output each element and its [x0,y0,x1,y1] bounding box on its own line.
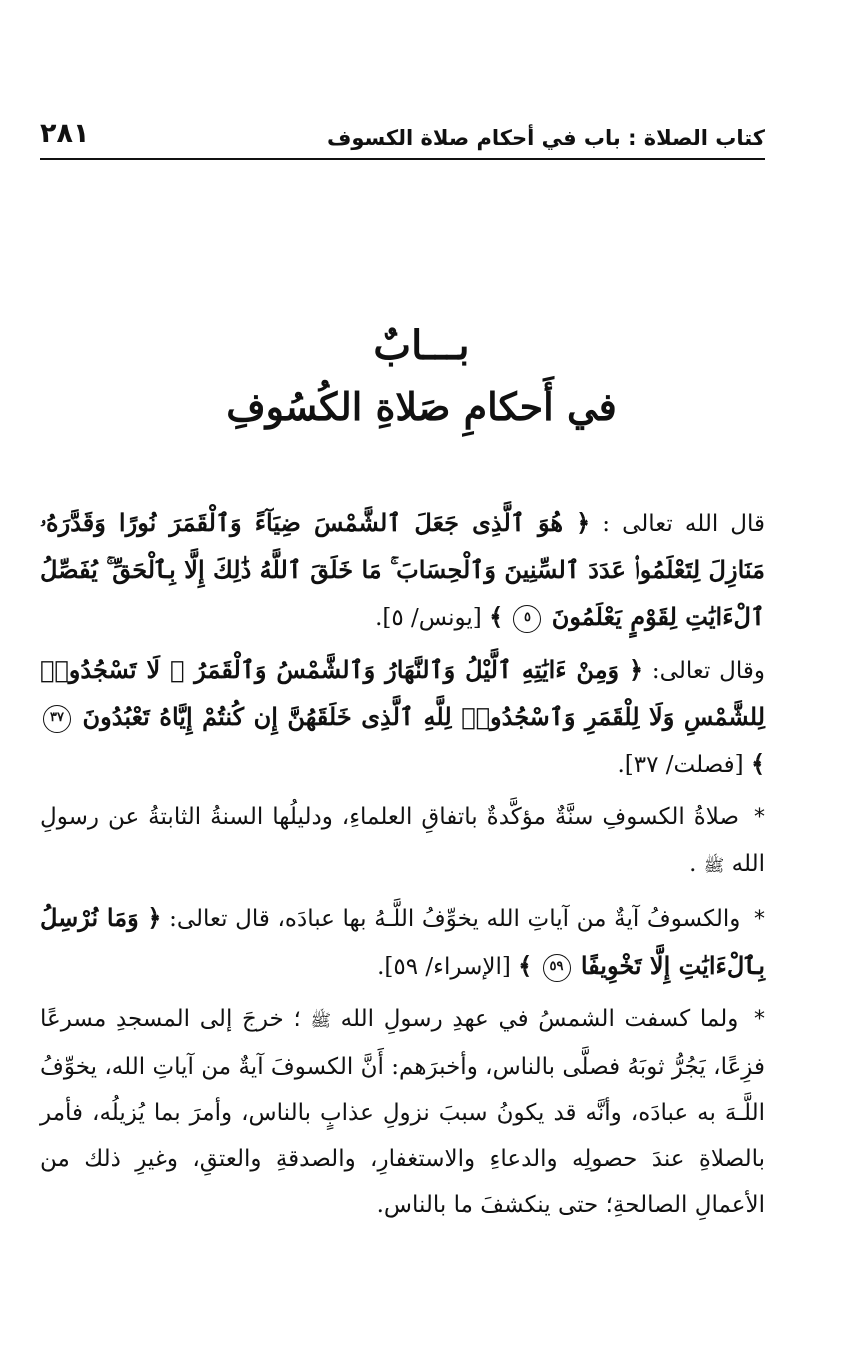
honorific-glyph: ﷺ [310,1011,331,1031]
paragraph-tail: . [689,851,697,877]
page-number: ٢٨١ [40,118,90,149]
ayah-number-marker: ٥ [513,605,541,633]
body-text [40,500,765,1234]
verse-reference: [فصلت/ ٣٧]. [617,752,744,778]
paragraph-verse-yunus [40,500,765,641]
paragraph-text: صلاةُ الكسوفِ سنَّةٌ مؤكَّدةٌ باتفاقِ العلماءِ، ودليلُها السنةُ الثابتةُ عن رسولِ الله [40,804,765,877]
chapter-title: في أَحكامِ صَلاةِ الكُسُوفِ [226,384,617,429]
paragraph-intro: قال الله تعالى : [590,511,765,537]
ayah-number-marker: ٥٩ [543,954,571,982]
paragraph-sign [40,895,765,990]
running-header [40,112,765,160]
quran-verse: ﴿ هُوَ ٱلَّذِى جَعَلَ ٱلشَّمْسَ ضِيَآءً وَٱلْقَمَرَ نُورًا وَقَدَّرَهُۥ مَنَازِلَ لِتَعْلَمُوا۟ عَدَدَ ٱلسِّنِينَ وَٱلْحِسَابَ ۚ مَا خَلَقَ ٱللَّهُ ذَٰلِكَ إِلَّا بِٱلْحَقِّ ۚ يُفَصِّلُ ٱلْءَايَٰتِ لِقَوْمٍ يَعْلَمُونَ [40,508,765,631]
chapter-word: بـــابٌ [373,322,470,369]
quran-verse: ﴿ وَمِنْ ءَايَٰتِهِ ٱلَّيْلُ وَٱلنَّهَارُ وَٱلشَّمْسُ وَٱلْقَمَرُ ۚ لَا تَسْجُدُوا۟ لِلشَّمْسِ وَلَا لِلْقَمَرِ وَٱسْجُدُوا۟ لِلَّهِ ٱلَّذِى خَلَقَهُنَّ إِن كُنتُمْ إِيَّاهُ تَعْبُدُونَ [40,655,766,731]
ayah-number-marker: ٣٧ [43,705,71,733]
paragraph-eclipse-event [40,996,765,1228]
running-title: كتاب الصلاة : باب في أحكام صلاة الكسوف [326,126,765,150]
bullet-marker: * [754,805,765,830]
paragraph-text: ولما كسفت الشمسُ في عهدِ رسولِ الله [331,1006,739,1032]
verse-close-bracket: ﴾ [518,951,533,980]
paragraph-verse-fussilat [40,647,765,788]
verse-reference: [الإسراء/ ٥٩]. [377,954,511,980]
verse-close-bracket: ﴾ [489,602,504,631]
quran-verse: ﴿ وَمَا نُرْسِلُ بِٱلْءَايَٰتِ إِلَّا تَخْوِيفًا [40,903,765,980]
verse-reference: [يونس/ ٥]. [375,605,482,631]
verse-close-bracket: ﴾ [750,749,765,778]
bullet-marker: * [754,907,765,932]
paragraph-text: والكسوفُ آيةٌ من آياتِ الله يخوِّفُ اللَّـهُ بها عبادَه، قال تعالى: [161,906,741,932]
honorific-glyph: ﷺ [703,856,725,876]
paragraph-intro: وقال تعالى: [643,658,766,684]
paragraph-sunnah [40,794,765,889]
paragraph-tail: ؛ خرجَ إلى المسجدِ مسرعًا فزِعًا، يَجُرُّ ثوبَهُ فصلَّى بالناس، وأخبرَهم: أَنَّ الكسوفَ آيةٌ من آياتِ الله، يخوِّفُ اللَّـهَ به عبادَه، وأنَّه قد يكونُ سببَ نزولِ عذابٍ بالناس، وأمرَ بما يُزيلُه، فأمر بالصلاةِ عندَ حصولِه والدعاءِ والاستغفارِ، والصدقةِ والعتقِ، وغيرِ ذلك من الأعمالِ الصالحةِ؛ حتى ينكشفَ ما بالناس. [40,1006,765,1218]
bullet-marker: * [754,1007,765,1032]
